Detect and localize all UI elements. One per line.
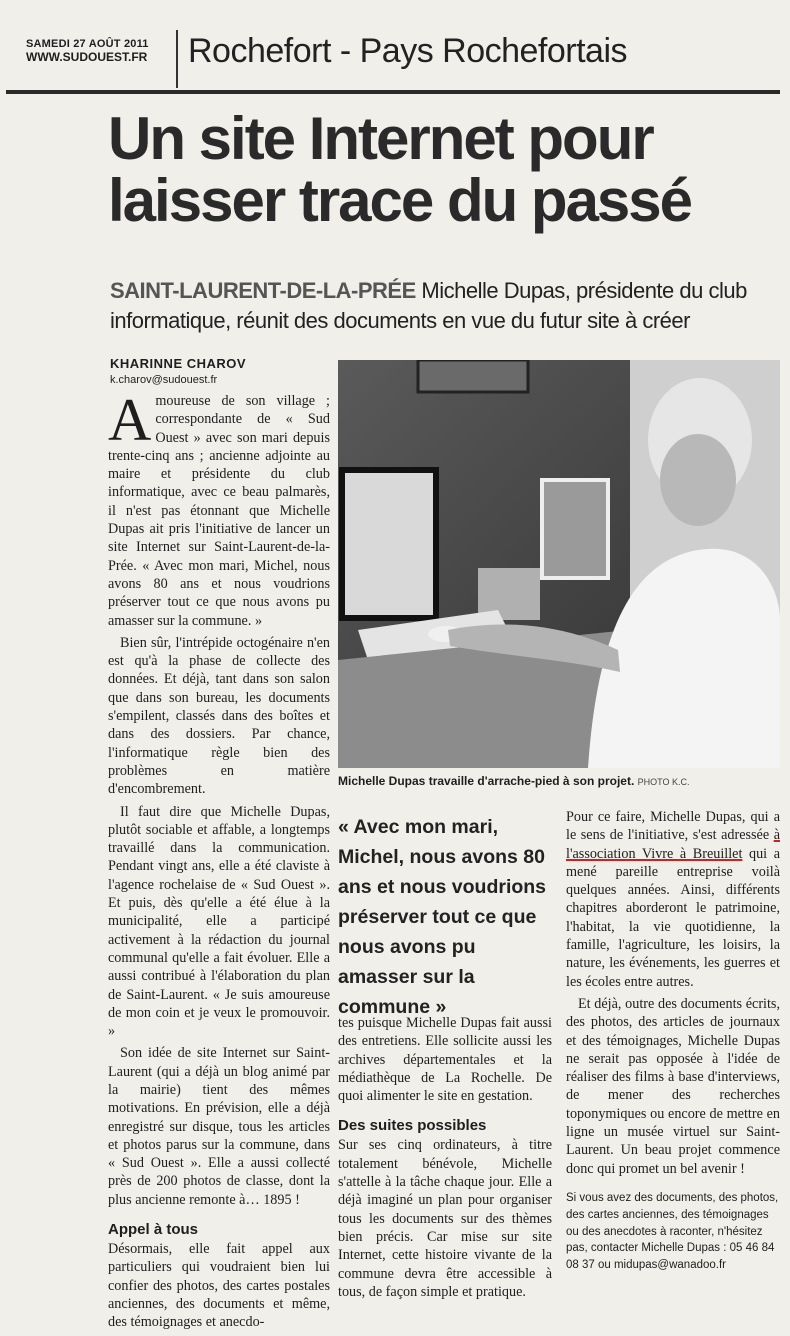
paragraph-text: qui a mené pareille entreprise voilà quelques années. Ainsi, différents chapitres aborderont le patrimoine, l'habitat, la vie quotidienne, la famille, l'agriculture, les loisirs, la nature, les événements, les guerres et les écoles entre autres. xyxy=(566,845,780,990)
subhead: Des suites possibles xyxy=(338,1117,487,1135)
paragraph: Et déjà, outre des documents écrits, des photos, des articles de journaux et des témoignages, Michelle Dupas ne serait pas opposée à l'idée de réaliser des films à base d'interviews, de mener des recherches toponymiques ou encore de mettre en ligne un musée virtuel sur Saint-Laurent. Un beau projet commence donc qui promet un bel avenir ! xyxy=(566,995,780,1177)
paragraph: Son idée de site Internet sur Saint-Laurent (qui a déjà un blog animé par la mairie) tient des mêmes motivations. En prévision, elle a déjà enregistré sur disque, tous les articles et photos parus sur la commune, dans « Sud Ouest ». Elle a aussi collecté près de 200 photos de classe, dont la plus ancienne remonte à… 1895 ! xyxy=(108,1045,330,1208)
dropcap: A xyxy=(108,387,152,453)
paragraph: Sur ses cinq ordinateurs, à titre totalement bénévole, Michelle s'attelle à la tâche chaque jour. Elle a déjà imaginé un plan pour organiser tous les documents sur des thèmes bien précis. Car mise sur site Internet, cette histoire vivante de la commune devra être accessible à tous, de façon simple et pratique. xyxy=(338,1137,552,1300)
paragraph-text: Pour ce faire, Michelle Dupas, qui a le sens de l'initiative, s'est adressée xyxy=(566,809,780,844)
photo-illustration xyxy=(338,360,780,768)
lead-text: Michelle Dupas, présidente du club informatique, réunit des documents en vue du futur site à créer xyxy=(110,278,747,333)
header-rule xyxy=(6,90,780,94)
author-email: k.charov@sudouest.fr xyxy=(110,374,218,386)
paragraph xyxy=(566,808,780,991)
kicker: SAINT-LAURENT-DE-LA-PRÉE xyxy=(110,278,416,303)
article-photo xyxy=(338,360,780,768)
photo-caption xyxy=(338,774,780,788)
column-1 xyxy=(108,387,330,1336)
photo-credit: PHOTO K.C. xyxy=(637,777,690,787)
column-3 xyxy=(566,808,780,1182)
column-2 xyxy=(338,1014,552,1305)
association-reference: à l'association Vivre à Breuillet xyxy=(566,827,780,862)
author: KHARINNE CHAROV xyxy=(110,356,247,371)
paragraph: Désormais, elle fait appel aux particuliers qui voudraient bien lui confier des photos, des cartes postales anciennes, des documents et même, des témoignages et anecdo- xyxy=(108,1241,330,1331)
website: WWW.SUDOUEST.FR xyxy=(26,50,148,64)
pull-quote: « Avec mon mari, Michel, nous avons 80 ans et nous voudrions préserver tout ce que nous avons pu amasser sur la commune » xyxy=(338,816,547,1018)
paragraph: Bien sûr, l'intrépide octogénaire n'en est qu'à la phase de collecte des données. Et déjà, tant dans son salon que dans son bureau, les documents s'empilent, classés dans des boîtes et dans des dossiers. Par chance, l'informatique règle bien des problèmes en matière d'encombrement. xyxy=(108,634,330,798)
caption-text: Michelle Dupas travaille d'arrache-pied à son projet. xyxy=(338,774,635,788)
subhead: Appel à tous xyxy=(108,1221,199,1239)
contact-box: Si vous avez des documents, des photos, des cartes anciennes, des témoignages ou des anecdotes à raconter, n'hésitez pas, contacter Michelle Dupas : 05 46 84 08 37 ou midupas@wanadoo.fr xyxy=(566,1192,779,1272)
paragraph: tes puisque Michelle Dupas fait aussi des entretiens. Elle sollicite aussi les archives départementales et la médiathèque de La Rochelle. De quoi alimenter le site en gestation. xyxy=(338,1015,552,1105)
lead xyxy=(110,276,790,336)
paragraph xyxy=(108,387,330,630)
headline: Un site Internet pour laisser trace du passé xyxy=(108,105,692,234)
issue-date: SAMEDI 27 AOÛT 2011 xyxy=(26,38,149,50)
header-divider xyxy=(176,30,178,88)
paragraph-text: moureuse de son village ; correspondante de « Sud Ouest » avec son mari depuis trente-cinq ans ; ancienne adjointe au maire et présidente du club informatique, avec ce beau palmarès, il n'est pas étonnant que Michelle Dupas ait pris l'initiative de lancer un site Internet sur Saint-Laurent-de-la-Prée. « Avec mon mari, Michel, nous avons 80 ans et nous voudrions préserver tout ce que nous avons pu amasser sur la commune. » xyxy=(108,393,330,629)
paragraph: Il faut dire que Michelle Dupas, plutôt sociable et affable, a longtemps travaillé dans la communication. Pendant vingt ans, elle a été claviste à l'agence rochelaise de « Sud Ouest ». Et puis, dès qu'elle a été élue à la municipalité, elle a participé activement à la rédaction du journal communal qu'elle a fait évoluer. Elle a aussi contribué à l'élaboration du plan de Saint-Laurent. « Je suis amoureuse de mon coin et je veux le promouvoir. » xyxy=(108,803,330,1040)
section-title: Rochefort - Pays Rochefortais xyxy=(188,32,628,70)
